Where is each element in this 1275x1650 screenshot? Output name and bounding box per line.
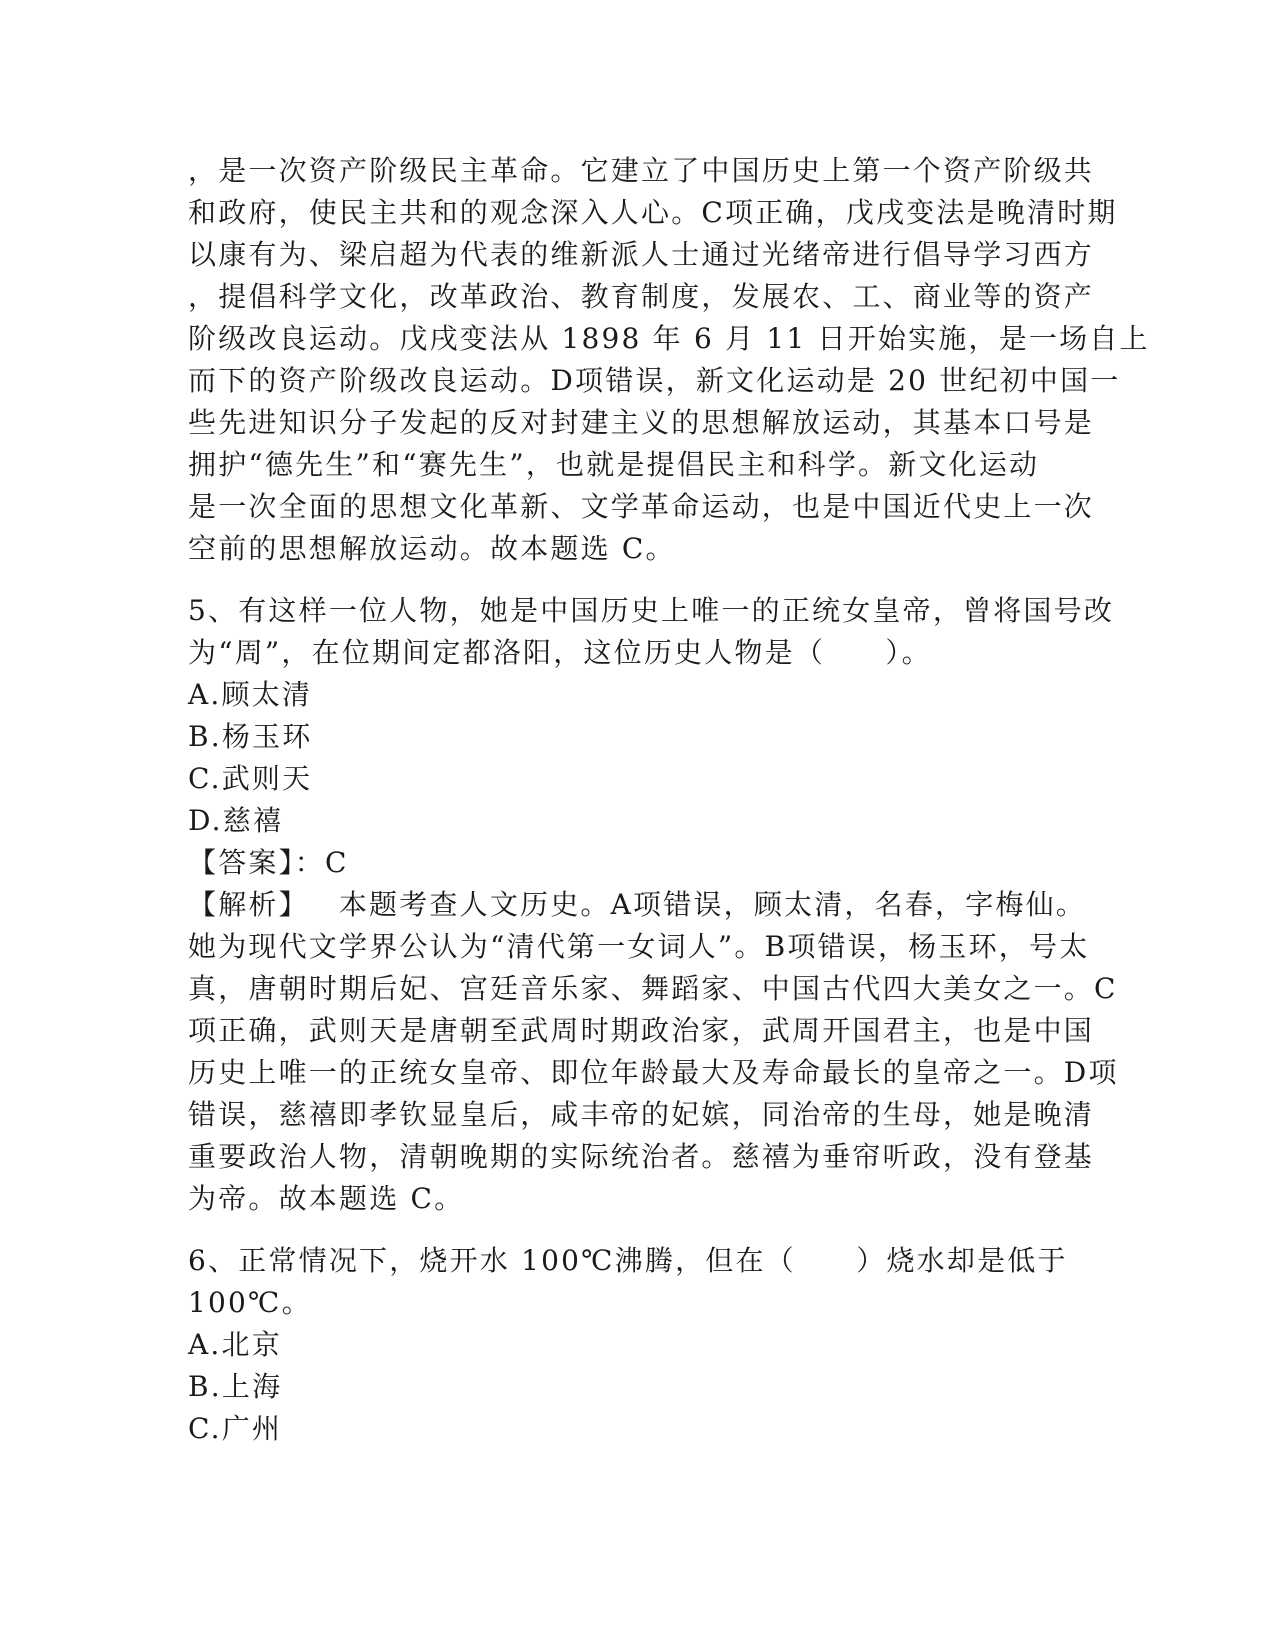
option-a: A.北京 (188, 1328, 282, 1361)
analysis-text: 本题考查人文历史。A项错误，顾太清，名春，字梅仙。 (338, 888, 1087, 921)
option-b: B.杨玉环 (188, 720, 313, 753)
text-line: 她为现代文学界公认为“清代第一女词人”。B项错误，杨玉环，号太 (188, 930, 1090, 963)
text-line: 错误，慈禧即孝钦显皇后，咸丰帝的妃嫔，同治帝的生母，她是晚清 (188, 1098, 1095, 1131)
question-stem: 100℃。 (188, 1286, 312, 1319)
text-line: 些先进知识分子发起的反对封建主义的思想解放运动，其基本口号是 (188, 406, 1095, 439)
answer-label: 【答案】： (188, 846, 326, 879)
spacer (188, 1220, 1088, 1240)
option-a: A.顾太清 (188, 678, 313, 711)
text-line: 项正确，武则天是唐朝至武周时期政治家，武周开国君主，也是中国 (188, 1014, 1095, 1047)
option-d: D.慈禧 (188, 804, 284, 837)
text-line: ，提倡科学文化，改革政治、教育制度，发展农、工、商业等的资产 (188, 280, 1095, 313)
text-line: 阶级改良运动。戊戌变法从 1898 年 6 月 11 日开始实施，是一场自上 (188, 322, 1150, 355)
text-line: 为帝。故本题选 C。 (188, 1182, 465, 1215)
question-6 (188, 1240, 1088, 1450)
question-stem: 6、正常情况下，烧开水 100℃沸腾，但在（ ）烧水却是低于 (188, 1244, 1068, 1277)
text-line: 真，唐朝时期后妃、宫廷音乐家、舞蹈家、中国古代四大美女之一。C (188, 972, 1118, 1005)
text-line: 是一次全面的思想文化革新、文学革命运动，也是中国近代史上一次 (188, 490, 1095, 523)
question-stem: 为“周”，在位期间定都洛阳，这位历史人物是（ ）。 (188, 636, 932, 669)
analysis-label: 【解析】 (188, 888, 309, 921)
answer-line (188, 842, 1088, 884)
option-c: C.广州 (188, 1412, 283, 1445)
previous-explanation (188, 150, 1150, 570)
option-b: B.上海 (188, 1370, 283, 1403)
analysis-line (188, 884, 1088, 926)
text-line: 空前的思想解放运动。故本题选 C。 (188, 532, 676, 565)
text-line: 重要政治人物，清朝晚期的实际统治者。慈禧为垂帘听政，没有登基 (188, 1140, 1095, 1173)
text-line: 而下的资产阶级改良运动。D项错误，新文化运动是 20 世纪初中国一 (188, 364, 1121, 397)
spacer (188, 570, 1088, 590)
question-5 (188, 590, 1119, 1220)
text-line: ，是一次资产阶级民主革命。它建立了中国历史上第一个资产阶级共 (188, 154, 1095, 187)
text-line: 和政府，使民主共和的观念深入人心。C项正确，戊戌变法是晚清时期 (188, 196, 1118, 229)
question-stem: 5、有这样一位人物，她是中国历史上唯一的正统女皇帝，曾将国号改 (188, 594, 1115, 627)
document-page (188, 150, 1150, 1450)
option-c: C.武则天 (188, 762, 313, 795)
text-line: 拥护“德先生”和“赛先生”，也就是提倡民主和科学。新文化运动 (188, 448, 1040, 481)
text-line: 以康有为、梁启超为代表的维新派人士通过光绪帝进行倡导学习西方 (188, 238, 1095, 271)
answer-value: C (325, 846, 349, 879)
text-line: 历史上唯一的正统女皇帝、即位年龄最大及寿命最长的皇帝之一。D项 (188, 1056, 1119, 1089)
